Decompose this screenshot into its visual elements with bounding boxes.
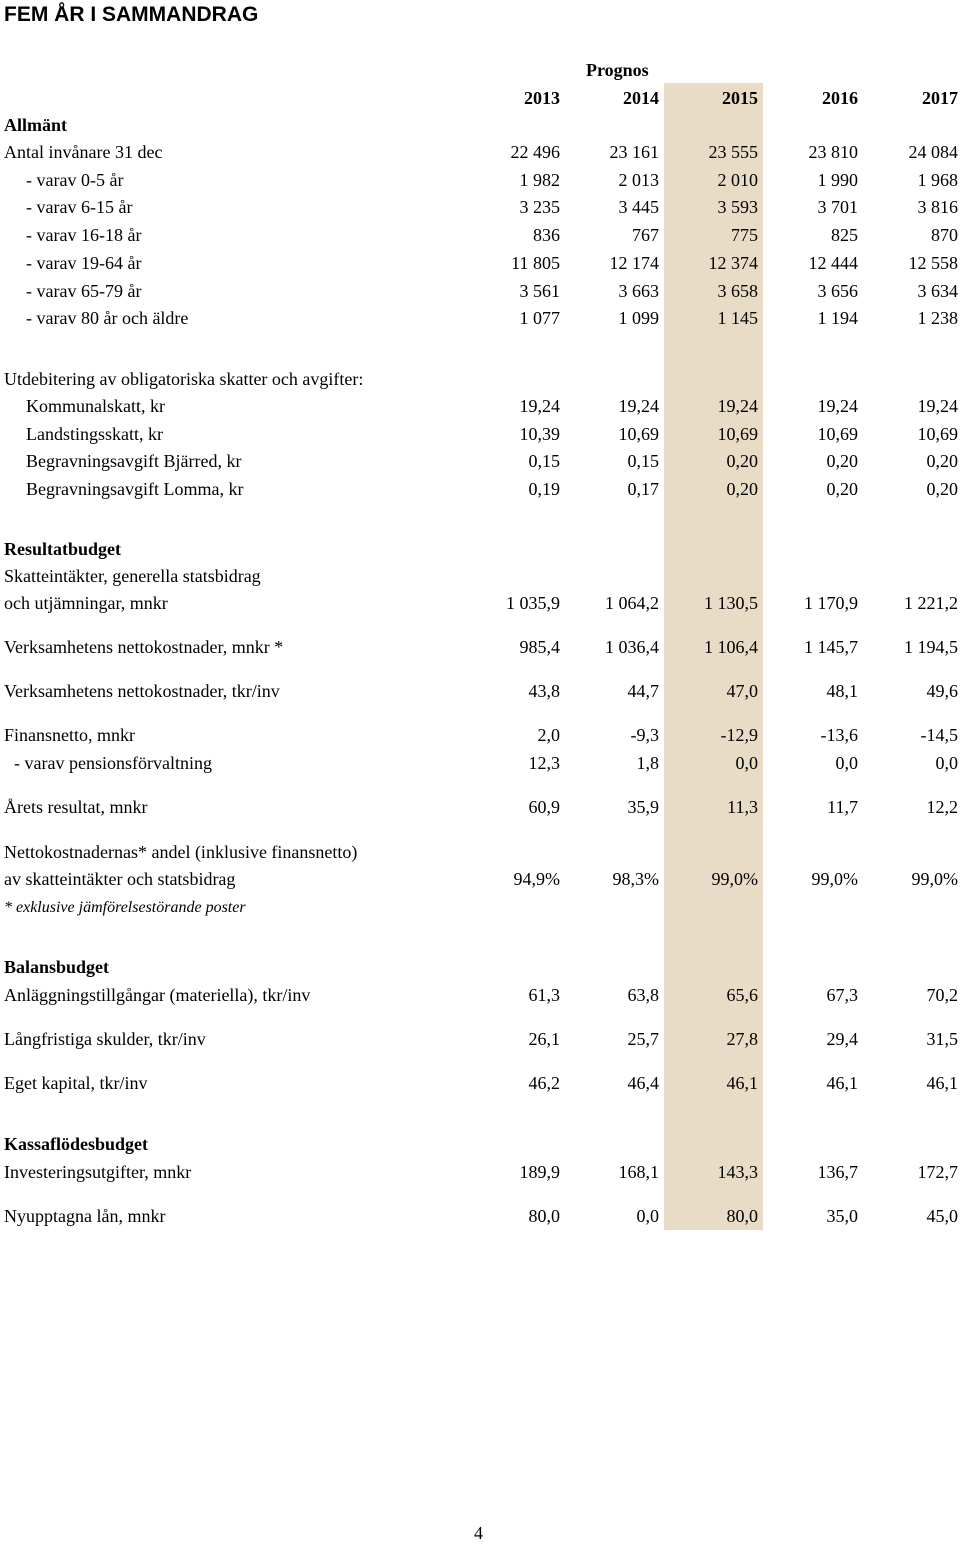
cell-value: 80,0: [528, 1206, 560, 1226]
row-label: av skatteintäkter och statsbidrag: [4, 869, 236, 889]
cell-value: 44,7: [627, 681, 659, 701]
cell-value: 10,69: [717, 423, 758, 444]
cell-value: 10,69: [618, 423, 659, 444]
section-heading-kassaflodesbudget: Kassaflödesbudget: [4, 1134, 149, 1154]
cell-value: 46,1: [926, 1073, 958, 1093]
cell-value: 1 106,4: [704, 637, 758, 657]
cell-value: 1 130,5: [704, 593, 758, 613]
cell-value: 3 701: [817, 197, 858, 218]
row-label: Anläggningstillgångar (materiella), tkr/inv: [4, 985, 311, 1005]
year-header: 2015: [722, 88, 758, 108]
cell-value: 25,7: [627, 1029, 659, 1049]
cell-value: 1 194,5: [904, 637, 958, 657]
row-label: Landstingsskatt, kr: [26, 423, 163, 444]
cell-value: 0,20: [926, 478, 958, 499]
cell-value: 29,4: [826, 1029, 858, 1049]
cell-value: 2 010: [717, 169, 758, 190]
year-header: 2013: [524, 88, 560, 108]
cell-value: 0,0: [935, 753, 958, 773]
row-label: Finansnetto, mnkr: [4, 725, 135, 745]
cell-value: 3 235: [519, 197, 560, 218]
cell-value: 46,1: [726, 1073, 758, 1093]
section-heading-allmant: Allmänt: [4, 115, 67, 135]
cell-value: 46,1: [826, 1073, 858, 1093]
cell-value: 775: [731, 225, 758, 246]
cell-value: 12 174: [609, 252, 659, 273]
cell-value: -9,3: [630, 725, 659, 745]
row-label: Långfristiga skulder, tkr/inv: [4, 1029, 206, 1049]
cell-value: 3 445: [618, 197, 659, 218]
cell-value: 825: [831, 225, 858, 246]
cell-value: 172,7: [917, 1162, 958, 1182]
year-header: 2014: [623, 88, 659, 108]
cell-value: 0,0: [636, 1206, 659, 1226]
cell-value: 3 658: [717, 280, 758, 301]
row-label: Kommunalskatt, kr: [26, 396, 165, 416]
cell-value: -12,9: [720, 725, 758, 745]
cell-value: 136,7: [817, 1162, 858, 1182]
row-label: Eget kapital, tkr/inv: [4, 1073, 148, 1093]
row-label: Skatteintäkter, generella statsbidrag: [4, 566, 261, 586]
cell-value: 12 374: [708, 252, 758, 273]
cell-value: 143,3: [717, 1162, 758, 1182]
cell-value: 1 099: [618, 308, 659, 329]
cell-value: 836: [533, 225, 560, 246]
cell-value: 27,8: [726, 1029, 758, 1049]
row-label: Årets resultat, mnkr: [4, 797, 148, 817]
cell-value: 3 816: [917, 197, 958, 218]
cell-value: 0,20: [726, 478, 758, 499]
row-label: Begravningsavgift Lomma, kr: [26, 478, 244, 499]
cell-value: 43,8: [528, 681, 560, 701]
cell-value: 98,3%: [612, 869, 659, 889]
cell-value: 1 238: [917, 308, 958, 329]
cell-value: 10,39: [519, 423, 560, 444]
cell-value: 10,69: [917, 423, 958, 444]
row-label: - varav 80 år och äldre: [26, 308, 189, 329]
cell-value: 99,0%: [911, 869, 958, 889]
cell-value: 0,0: [735, 753, 758, 773]
cell-value: 11,3: [727, 797, 758, 817]
cell-value: 35,0: [826, 1206, 858, 1226]
cell-value: 31,5: [926, 1029, 958, 1049]
cell-value: 1 968: [917, 169, 958, 190]
cell-value: 3 656: [817, 280, 858, 301]
cell-value: 870: [931, 225, 958, 246]
cell-value: 1 990: [817, 169, 858, 190]
cell-value: 1 145: [717, 308, 758, 329]
cell-value: 26,1: [528, 1029, 560, 1049]
cell-value: 49,6: [926, 681, 958, 701]
cell-value: 19,24: [917, 396, 958, 416]
cell-value: 1 064,2: [605, 593, 659, 613]
cell-value: 3 593: [717, 197, 758, 218]
cell-value: 19,24: [618, 396, 659, 416]
cell-value: 0,15: [528, 451, 560, 471]
cell-value: 61,3: [528, 985, 560, 1005]
cell-value: 0,20: [826, 478, 858, 499]
cell-value: 0,17: [627, 478, 659, 499]
cell-value: 1 036,4: [605, 637, 659, 657]
row-label: - varav 6-15 år: [26, 197, 133, 218]
cell-value: 985,4: [519, 637, 560, 657]
cell-value: 189,9: [519, 1162, 560, 1182]
cell-value: 70,2: [926, 985, 958, 1005]
cell-value: 46,2: [528, 1073, 560, 1093]
cell-value: 63,8: [627, 985, 659, 1005]
cell-value: 19,24: [717, 396, 758, 416]
cell-value: 1 035,9: [506, 593, 560, 613]
cell-value: 60,9: [528, 797, 560, 817]
cell-value: 767: [632, 225, 659, 246]
cell-value: 3 561: [519, 280, 560, 301]
cell-value: 0,20: [726, 451, 758, 471]
row-label: - varav 0-5 år: [26, 169, 124, 190]
cell-value: 24 084: [908, 142, 958, 162]
cell-value: 12,2: [926, 797, 958, 817]
row-label: Nettokostnadernas* andel (inklusive finansnetto): [4, 842, 358, 862]
forecast-label: Prognos: [586, 60, 649, 80]
section-heading-resultatbudget: Resultatbudget: [4, 539, 122, 559]
row-label: Verksamhetens nettokostnader, tkr/inv: [4, 681, 280, 701]
row-label: - varav 16-18 år: [26, 225, 142, 246]
row-label: - varav pensionsförvaltning: [14, 753, 212, 773]
row-label: - varav 65-79 år: [26, 280, 142, 301]
cell-value: 12 444: [808, 252, 858, 273]
row-label: Investeringsutgifter, mnkr: [4, 1162, 192, 1182]
cell-value: 168,1: [618, 1162, 659, 1182]
cell-value: 23 810: [808, 142, 858, 162]
cell-value: 65,6: [726, 985, 758, 1005]
cell-value: -14,5: [920, 725, 958, 745]
cell-value: 45,0: [926, 1206, 958, 1226]
section-heading-balansbudget: Balansbudget: [4, 957, 110, 977]
cell-value: 0,15: [627, 451, 659, 471]
cell-value: 48,1: [826, 681, 858, 701]
cell-value: 67,3: [826, 985, 858, 1005]
row-label: Verksamhetens nettokostnader, mnkr *: [4, 637, 284, 657]
cell-value: 99,0%: [811, 869, 858, 889]
section-heading-utdebitering: Utdebitering av obligatoriska skatter och avgifter:: [4, 369, 364, 389]
cell-value: 2 013: [618, 169, 659, 190]
cell-value: 1,8: [636, 753, 659, 773]
cell-value: 23 555: [708, 142, 758, 162]
cell-value: 11,7: [827, 797, 858, 817]
cell-value: 1 077: [519, 308, 560, 329]
cell-value: 99,0%: [711, 869, 758, 889]
cell-value: 2,0: [537, 725, 560, 745]
cell-value: 23 161: [609, 142, 659, 162]
cell-value: 1 982: [519, 169, 560, 190]
cell-value: 0,20: [826, 451, 858, 471]
row-label: och utjämningar, mnkr: [4, 593, 168, 613]
row-label: Antal invånare 31 dec: [4, 142, 163, 162]
cell-value: 19,24: [519, 396, 560, 416]
cell-value: 3 663: [618, 280, 659, 301]
page-title: FEM ÅR I SAMMANDRAG: [4, 3, 259, 26]
cell-value: 35,9: [627, 797, 659, 817]
cell-value: 46,4: [627, 1073, 659, 1093]
cell-value: 1 145,7: [804, 637, 858, 657]
cell-value: 1 170,9: [804, 593, 858, 613]
cell-value: 19,24: [817, 396, 858, 416]
year-header: 2017: [922, 88, 958, 108]
cell-value: 1 194: [817, 308, 858, 329]
cell-value: 10,69: [817, 423, 858, 444]
cell-value: 12,3: [528, 753, 560, 773]
year-header: 2016: [822, 88, 858, 108]
cell-value: 0,19: [528, 478, 560, 499]
row-label: Begravningsavgift Bjärred, kr: [26, 451, 242, 471]
cell-value: 3 634: [917, 280, 958, 301]
cell-value: 22 496: [510, 142, 560, 162]
cell-value: 11 805: [511, 252, 560, 273]
row-label: - varav 19-64 år: [26, 252, 142, 273]
cell-value: 80,0: [726, 1206, 758, 1226]
cell-value: 12 558: [908, 252, 958, 273]
cell-value: 0,0: [835, 753, 858, 773]
cell-value: 47,0: [726, 681, 758, 701]
cell-value: 94,9%: [513, 869, 560, 889]
cell-value: 1 221,2: [904, 593, 958, 613]
row-label: Nyupptagna lån, mnkr: [4, 1206, 166, 1226]
cell-value: 0,20: [926, 451, 958, 471]
footnote: * exklusive jämförelsestörande poster: [4, 899, 246, 916]
cell-value: -13,6: [820, 725, 858, 745]
page-number: 4: [474, 1523, 483, 1543]
